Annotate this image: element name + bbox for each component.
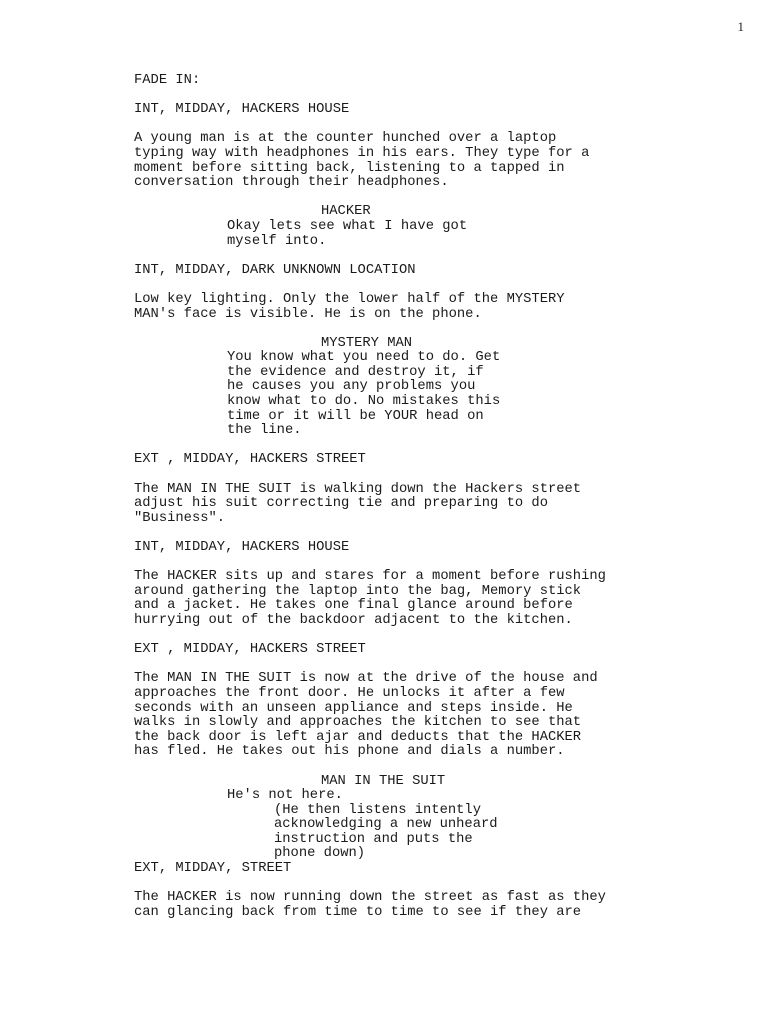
action-text: The HACKER sits up and stares for a moment before rushing around gathering the laptop into the bag, Memory stick and a jacket. He takes one final glance around before hurrying out of the backdoor adjacent to the kitchen. (134, 569, 606, 628)
page-number: 1 (737, 19, 744, 34)
action-text: Low key lighting. Only the lower half of the MYSTERY MAN's face is visible. He is on the phone. (134, 291, 565, 322)
scene-heading: INT, MIDDAY, DARK UNKNOWN LOCATION (134, 262, 416, 278)
scene-heading: EXT , MIDDAY, HACKERS STREET (134, 642, 366, 658)
character-name: MAN IN THE SUIT (321, 773, 446, 789)
scene-heading: INT, MIDDAY, HACKERS HOUSE (134, 102, 350, 118)
scene-heading: INT, MIDDAY, HACKERS HOUSE (134, 540, 350, 555)
dialogue-block (134, 775, 694, 863)
dialogue-text: He's not here. (227, 788, 343, 804)
action-text: A young man is at the counter hunched over a laptop typing way with headphones in his ears. They type for a moment before sitting back, listening to a tapped in conversation through their headphones. (134, 131, 590, 191)
dialogue-block (134, 205, 694, 249)
dialogue-text: You know what you need to do. Get the evidence and destroy it, if he causes you any problems you know what to do. No mistakes this time or it will be YOUR head on the line. (227, 350, 501, 439)
action-text: The MAN IN THE SUIT is walking down the Hackers street adjust his suit correcting tie and preparing to do "Business". (134, 481, 582, 526)
screenplay-body (134, 74, 694, 920)
dialogue-text: Okay lets see what I have got myself into. (227, 218, 468, 249)
parenthetical-text: (He then listens intently acknowledging a new unheard instruction and puts the phone down) (274, 802, 498, 862)
scene-heading: EXT , MIDDAY, HACKERS STREET (134, 452, 366, 468)
action-text: The MAN IN THE SUIT is now at the drive of the house and approaches the front door. He unlocks it after a few seconds with an unseen appliance and steps inside. He walks in slowly and approaches the kitchen to see that the back door is left ajar and deducts that the HACKER has fled. He takes out his phone and dials a number. (134, 671, 598, 760)
character-name: MYSTERY MAN (321, 335, 413, 351)
action-text: The HACKER is now running down the street as fast as they can glancing back from time to time to see if they are (134, 890, 606, 920)
transition-fade-in: FADE IN: (134, 73, 201, 88)
character-name: HACKER (321, 204, 371, 220)
dialogue-block (134, 337, 694, 439)
scene-heading: EXT, MIDDAY, STREET (134, 861, 292, 877)
